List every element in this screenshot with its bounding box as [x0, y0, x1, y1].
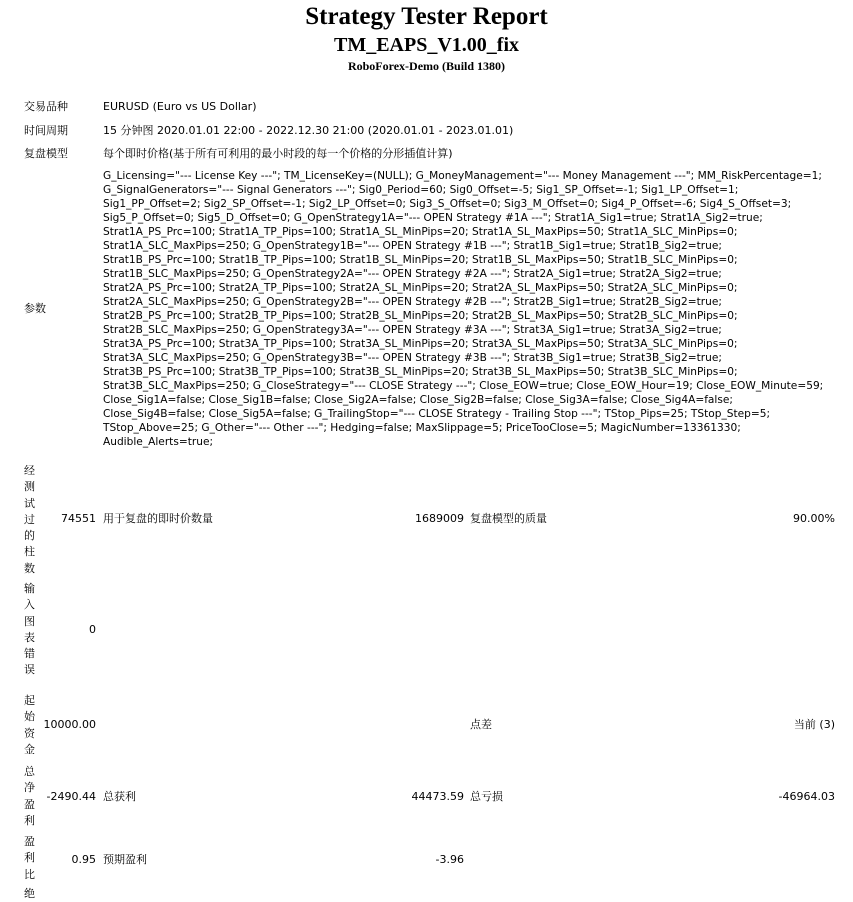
gross-loss-value: -46964.03: [778, 790, 835, 803]
params-line: TStop_Above=25; G_Other="--- Other ---"; Hedging=false; MaxSlippage=5; PriceTooClose=5; MagicNumber=13361330;: [103, 422, 741, 434]
params-line: Strat1B_PS_Prc=100; Strat1B_TP_Pips=100; Strat1B_SL_MinPips=20; Strat1B_SL_MaxPips=50; Strat1B_SLC_MinPips=0;: [103, 254, 738, 266]
params-label: 参数: [24, 302, 46, 315]
params-line: Strat3B_PS_Prc=100; Strat3B_TP_Pips=100; Strat3B_SL_MinPips=20; Strat3B_SL_MaxPips=50; Strat3B_SLC_MinPips=0;: [103, 366, 738, 378]
params-line: Strat3A_PS_Prc=100; Strat3A_TP_Pips=100; Strat3A_SL_MinPips=20; Strat3A_SL_MaxPips=50; Strat3A_SLC_MinPips=0;: [103, 338, 738, 350]
params-line: Strat2B_PS_Prc=100; Strat2B_TP_Pips=100; Strat2B_SL_MinPips=20; Strat2B_SL_MaxPips=50; Strat2B_SLC_MinPips=0;: [103, 310, 738, 322]
server-build: RoboForex-Demo (Build 1380): [347, 59, 506, 73]
gross-profit-value: 44473.59: [411, 790, 464, 803]
params-line: G_SignalGenerators="--- Signal Generators ---"; Sig0_Period=60; Sig0_Offset=-5; Sig1_SP_Offset=-1; Sig1_LP_Offset=1;: [103, 184, 739, 196]
params-line: Strat3B_SLC_MaxPips=250; G_CloseStrategy="--- CLOSE Strategy ---"; Close_EOW=true; Close_EOW_Hour=19; Close_EOW_Minute=59;: [103, 380, 824, 392]
params-line: Strat2A_PS_Prc=100; Strat2A_TP_Pips=100; Strat2A_SL_MinPips=20; Strat2A_SL_MaxPips=50; Strat2A_SLC_MinPips=0;: [103, 282, 738, 294]
params-line: Strat2B_SLC_MaxPips=250; G_OpenStrategy3A="--- OPEN Strategy #3A ---"; Strat3A_Sig1=true; Strat3A_Sig2=true;: [103, 324, 722, 336]
gross-profit-label: 总获利: [103, 790, 136, 803]
profit-factor-value: 0.95: [71, 853, 96, 866]
errors-label: 输入图表错误: [24, 582, 35, 677]
params-line: G_Licensing="--- License Key ---"; TM_LicenseKey=(NULL); G_MoneyManagement="--- Money Management ---"; MM_RiskPercentage=1;: [103, 170, 822, 182]
net-profit-label: 总净盈利: [24, 765, 35, 827]
errors-value: 0: [89, 623, 96, 636]
params-line: Strat1A_SLC_MaxPips=250; G_OpenStrategy1B="--- OPEN Strategy #1B ---"; Strat1B_Sig1=true; Strat1B_Sig2=true;: [103, 240, 722, 252]
spread-label: 点差: [470, 718, 492, 731]
next-row-label-partial: 绝: [24, 887, 35, 900]
params-line: Sig1_PP_Offset=2; Sig2_SP_Offset=-1; Sig2_LP_Offset=0; Sig3_S_Offset=0; Sig3_M_Offset=0; Sig4_P_Offset=-6; Sig4_S_Offset=3;: [103, 198, 792, 210]
bars-value: 74551: [61, 512, 96, 525]
model-label: 复盘模型: [24, 147, 68, 160]
params-line: Close_Sig1A=false; Close_Sig1B=false; Close_Sig2A=false; Close_Sig2B=false; Close_Sig3A=false; Close_Sig4A=false;: [103, 394, 733, 406]
model-value: 每个即时价格(基于所有可利用的最小时段的每一个价格的分形插值计算): [103, 147, 453, 160]
params-line: Audible_Alerts=true;: [103, 436, 214, 448]
bars-label: 经测试过的柱数: [24, 464, 35, 575]
params-value: [103, 169, 851, 449]
expected-payoff-label: 预期盈利: [103, 853, 147, 866]
params-line: Strat1B_SLC_MaxPips=250; G_OpenStrategy2A="--- OPEN Strategy #2A ---"; Strat2A_Sig1=true; Strat2A_Sig2=true;: [103, 268, 722, 280]
quality-label: 复盘模型的质量: [470, 512, 547, 525]
report-title: Strategy Tester Report: [305, 3, 548, 30]
params-line: Strat1A_PS_Prc=100; Strat1A_TP_Pips=100; Strat1A_SL_MinPips=20; Strat1A_SL_MaxPips=50; Strat1A_SLC_MinPips=0;: [103, 226, 738, 238]
period-value: 15 分钟图 2020.01.01 22:00 - 2022.12.30 21:00 (2020.01.01 - 2023.01.01): [103, 124, 514, 137]
ea-name: TM_EAPS_V1.00_fix: [334, 34, 519, 56]
params-line: Sig5_P_Offset=0; Sig5_D_Offset=0; G_OpenStrategy1A="--- OPEN Strategy #1A ---"; Strat1A_Sig1=true; Strat1A_Sig2=true;: [103, 212, 763, 224]
period-label: 时间周期: [24, 124, 68, 137]
deposit-label: 起始资金: [24, 694, 35, 756]
gross-loss-label: 总亏损: [470, 790, 503, 803]
params-line: Close_Sig4B=false; Close_Sig5A=false; G_TrailingStop="--- CLOSE Strategy - Trailing Stop ---"; TStop_Pips=25; TStop_Step=5;: [103, 408, 771, 420]
profit-factor-label: 盈利比: [24, 835, 35, 881]
expected-payoff-value: -3.96: [435, 853, 464, 866]
symbol-value: EURUSD (Euro vs US Dollar): [103, 100, 257, 113]
symbol-label: 交易品种: [24, 100, 68, 113]
quality-value: 90.00%: [793, 512, 835, 525]
deposit-value: 10000.00: [43, 718, 96, 731]
spread-value: 当前 (3): [793, 718, 835, 731]
ticks-value: 1689009: [415, 512, 464, 525]
params-line: Strat3A_SLC_MaxPips=250; G_OpenStrategy3B="--- OPEN Strategy #3B ---"; Strat3B_Sig1=true; Strat3B_Sig2=true;: [103, 352, 722, 364]
params-line: Strat2A_SLC_MaxPips=250; G_OpenStrategy2B="--- OPEN Strategy #2B ---"; Strat2B_Sig1=true; Strat2B_Sig2=true;: [103, 296, 722, 308]
ticks-label: 用于复盘的即时价数量: [103, 512, 213, 525]
net-profit-value: -2490.44: [46, 790, 96, 803]
